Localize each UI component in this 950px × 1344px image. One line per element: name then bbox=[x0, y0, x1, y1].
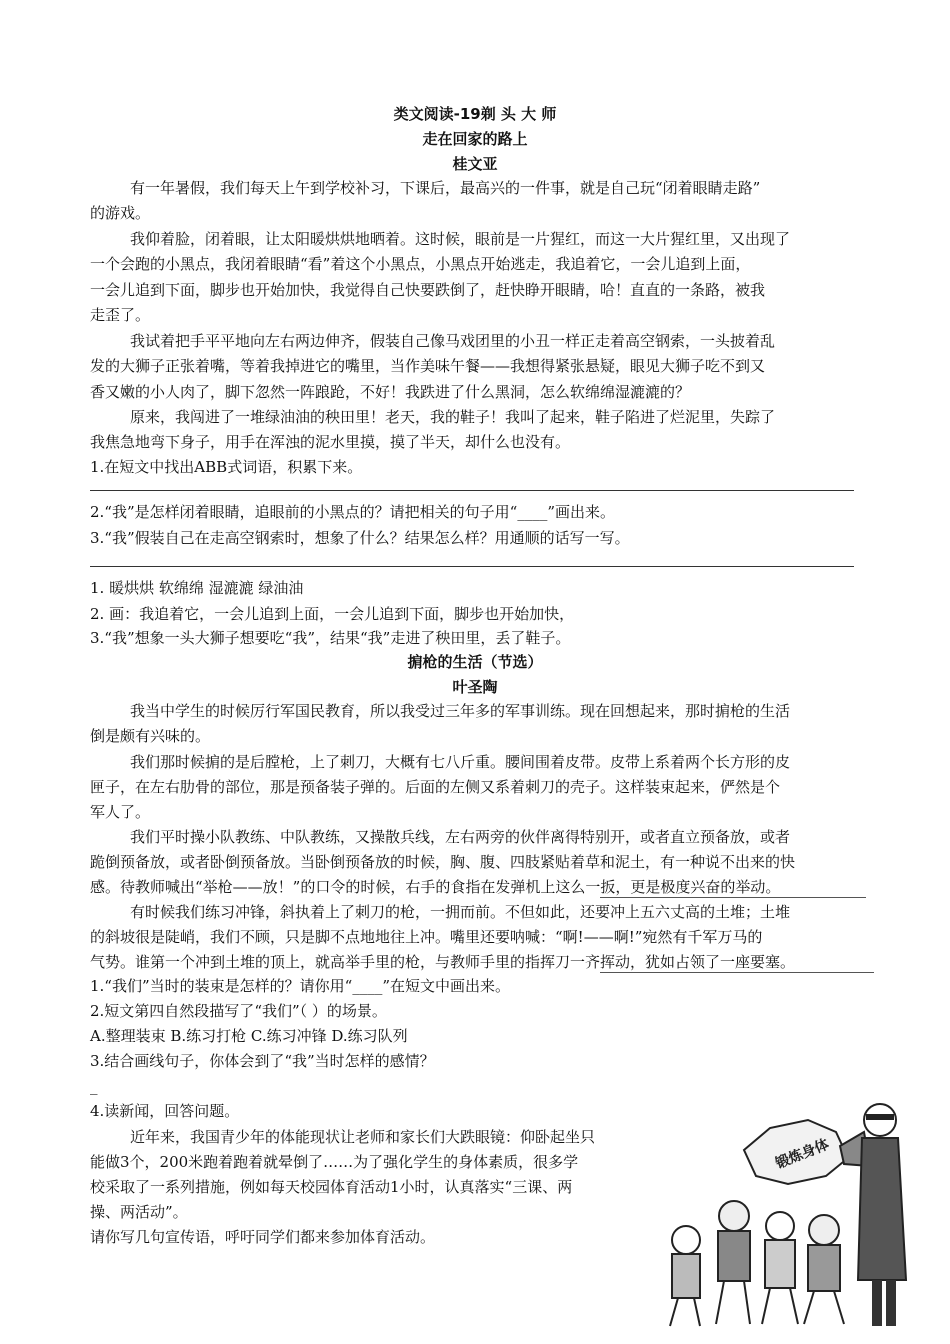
p1-line: 的游戏。 bbox=[90, 204, 151, 222]
p2-question-1: 1.“我们”当时的装束是怎样的？请你用“____”在短文中画出来。 bbox=[90, 977, 510, 995]
p1-question-2: 2.“我”是怎样闭着眼睛，追眼前的小黑点的？请把相关的句子用“____”画出来。 bbox=[90, 503, 615, 521]
underline-mark bbox=[600, 897, 866, 898]
p2-line: 的斜坡很是陡峭，我们不顾，只是脚不点地地往上冲。嘴里还要呐喊：“啊!——啊!”宛然有千军万马的 bbox=[90, 928, 763, 946]
p1-line: 香又嫩的小人肉了，脚下忽然一阵踉跄，不好！我跌进了什么黑洞，怎么软绵绵湿漉漉的？ bbox=[90, 383, 691, 401]
p1-line: 我仰着脸，闭着眼，让太阳暖烘烘地晒着。这时候，眼前是一片猩红，而这一大片猩红里，又出现了 bbox=[130, 230, 791, 248]
p2-line: 我当中学生的时候厉行军国民教育，所以我受过三年多的军事训练。现在回想起来，那时掮枪的生活 bbox=[130, 702, 791, 720]
p1-line: 有一年暑假，我们每天上午到学校补习，下课后，最高兴的一件事，就是自己玩“闭着眼睛走路” bbox=[130, 179, 761, 197]
underline-mark bbox=[600, 972, 874, 973]
p1-line: 发的大狮子正张着嘴，等着我掉进它的嘴里，当作美味午餐——我想得紧张悬疑，眼见大狮子吃不到又 bbox=[90, 357, 766, 375]
p2-line: 跪倒预备放，或者卧倒预备放。当卧倒预备放的时候，胸、腹、四肢紧贴着草和泥土，有一种说不出来的快 bbox=[90, 853, 796, 871]
p1-line: 我试着把手平平地向左右两边伸齐，假装自己像马戏团里的小丑一样正走着高空钢索，一头披着乱 bbox=[130, 332, 776, 350]
p1-question-1: 1.在短文中找出ABB式词语，积累下来。 bbox=[90, 458, 363, 476]
p1-answer-1: 1. 暖烘烘 软绵绵 湿漉漉 绿油油 bbox=[90, 579, 304, 597]
p2-answer-blank[interactable]: _ bbox=[90, 1077, 98, 1095]
news-line: 操、两活动”。 bbox=[90, 1203, 188, 1221]
passage1-title: 走在回家的路上 bbox=[422, 130, 528, 148]
p2-line: 军人了。 bbox=[90, 803, 151, 821]
p2-question-4: 4.读新闻，回答问题。 bbox=[90, 1102, 240, 1120]
p2-line: 有时候我们练习冲锋，斜执着上了刺刀的枪，一拥而前。不但如此，还要冲上五六丈高的土堆；土堆 bbox=[130, 903, 791, 921]
news-line: 近年来，我国青少年的体能现状让老师和家长们大跌眼镜：仰卧起坐只 bbox=[130, 1128, 596, 1146]
p2-line: 我们平时操小队教练、中队教练，又操散兵线，左右两旁的伙伴离得特别开，或者直立预备放，或者 bbox=[130, 828, 791, 846]
doc-title: 类文阅读-19剃 头 大 师 bbox=[393, 105, 557, 123]
p1-line: 我焦急地弯下身子，用手在浑浊的泥水里摸，摸了半天，却什么也没有。 bbox=[90, 433, 571, 451]
p2-line: 感。待教师喊出“举枪——放！”的口令的时候，右手的食指在发弹机上这么一扳，更是极度兴奋的举动。 bbox=[90, 878, 781, 896]
answer-line[interactable] bbox=[90, 490, 854, 491]
news-line: 校采取了一系列措施，例如每天校园体育活动1小时，认真落实“三课、两 bbox=[90, 1178, 573, 1196]
p2-question-2: 2.短文第四自然段描写了“我们”（ ）的场景。 bbox=[90, 1002, 387, 1020]
student-figures bbox=[670, 1201, 844, 1326]
p1-line: 原来，我闯进了一堆绿油油的秧田里！老天，我的鞋子！我叫了起来，鞋子陷进了烂泥里，失踪了 bbox=[130, 408, 776, 426]
p1-line: 走歪了。 bbox=[90, 306, 151, 324]
final-prompt: 请你写几句宣传语，呼吁同学们都来参加体育活动。 bbox=[90, 1228, 436, 1246]
p2-question-options[interactable]: A.整理装束 B.练习打枪 C.练习冲锋 D.练习队列 bbox=[90, 1027, 408, 1045]
p1-line: 一会儿追到下面，脚步也开始加快，我觉得自己快要跌倒了，赶快睁开眼睛，哈！直直的一条路，被我 bbox=[90, 281, 766, 299]
p2-line: 我们那时候掮的是后膛枪，上了刺刀，大概有七八斤重。腰间围着皮带。皮带上系着两个长方形的皮 bbox=[130, 753, 791, 771]
p2-question-3: 3.结合画线句子，你体会到了“我”当时怎样的感情？ bbox=[90, 1052, 435, 1070]
p1-line: 一个会跑的小黑点，我闭着眼睛“看”着这个小黑点，小黑点开始逃走，我追着它，一会儿追到上面， bbox=[90, 255, 751, 273]
passage1-author: 桂文亚 bbox=[452, 155, 498, 173]
passage2-title: 掮枪的生活（节选） bbox=[407, 653, 543, 671]
coach-figure bbox=[858, 1104, 906, 1326]
p1-answer-3: 3.“我”想象一头大狮子想要吃“我”，结果“我”走进了秧田里，丢了鞋子。 bbox=[90, 629, 571, 647]
passage2-author: 叶圣陶 bbox=[452, 678, 498, 696]
p2-line: 匣子，在左右肋骨的部位，那是预备装子弹的。后面的左侧又系着刺刀的壳子。这样装束起来，俨然是个 bbox=[90, 778, 781, 796]
banner-text: 锻炼身体 bbox=[773, 1136, 832, 1173]
cartoon-figures bbox=[658, 1080, 910, 1330]
p2-line: 倒是颇有兴味的。 bbox=[90, 727, 211, 745]
p1-question-3: 3.“我”假装自己在走高空钢索时，想象了什么？结果怎么样？用通顺的话写一写。 bbox=[90, 529, 630, 547]
answer-line[interactable] bbox=[90, 566, 854, 567]
p2-line: 气势。谁第一个冲到土堆的顶上，就高举手里的枪，与教师手里的指挥刀一齐挥动，犹如占领了一座要塞。 bbox=[90, 953, 796, 971]
news-line: 能做3个，200米跑着跑着就晕倒了……为了强化学生的身体素质，很多学 bbox=[90, 1153, 579, 1171]
exercise-illustration bbox=[658, 1080, 910, 1330]
p1-answer-2: 2. 画：我追着它，一会儿追到上面，一会儿追到下面，脚步也开始加快， bbox=[90, 605, 575, 623]
